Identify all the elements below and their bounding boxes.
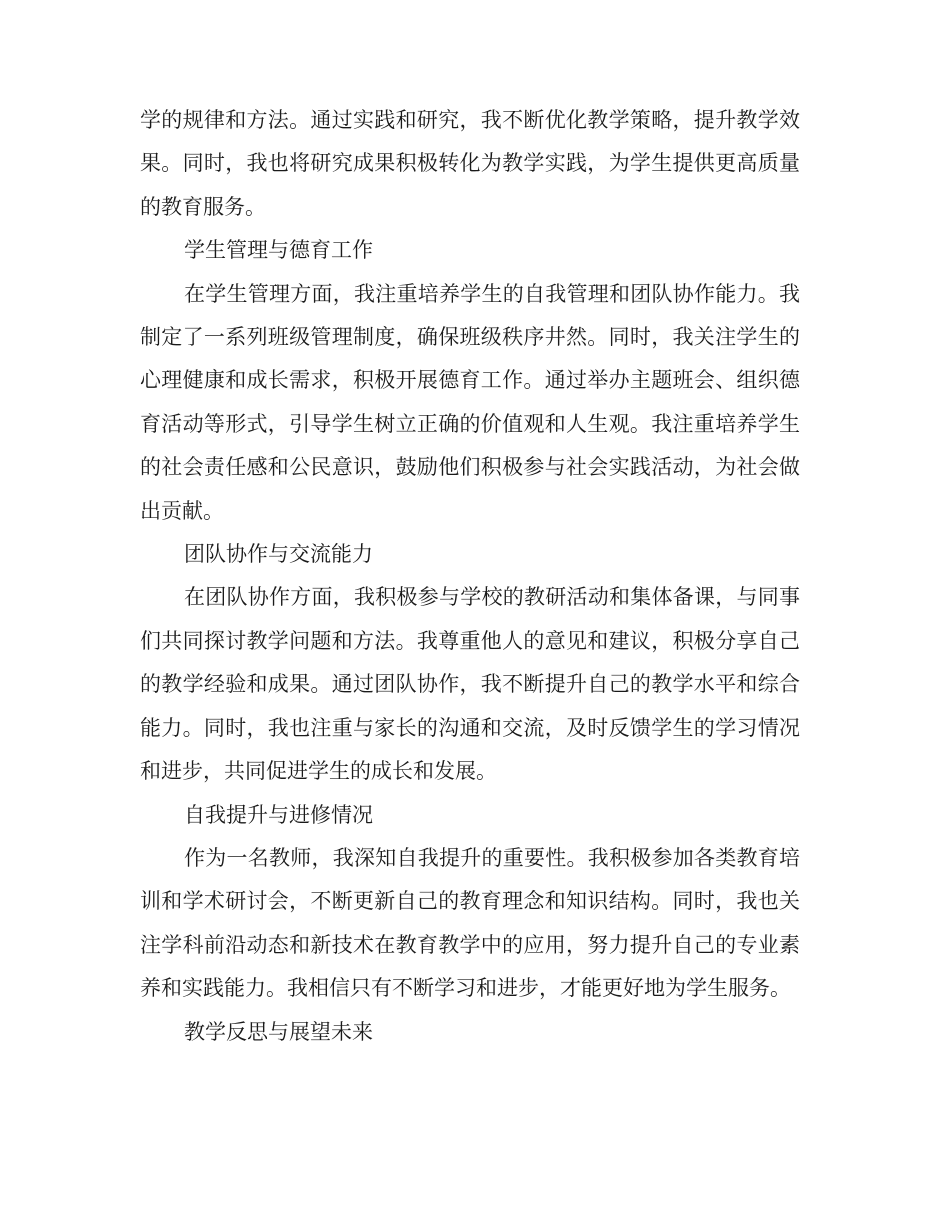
- section-heading-self-improvement: 自我提升与进修情况: [184, 802, 373, 827]
- paragraph-continued: 学的规律和方法。通过实践和研究，我不断优化教学策略，提升教学效果。同时，我也将研究成果积极转化为教学实践，为学生提供更高质量的教育服务。: [140, 108, 800, 219]
- document-body: [140, 99, 800, 1054]
- section-heading-teamwork: 团队协作与交流能力: [184, 542, 373, 567]
- section-heading-student-management: 学生管理与德育工作: [184, 238, 373, 263]
- paragraph-self-improvement: 作为一名教师，我深知自我提升的重要性。我积极参加各类教育培训和学术研讨会，不断更新自己的教育理念和知识结构。同时，我也关注学科前沿动态和新技术在教育教学中的应用，努力提升自己的专业素养和实践能力。我相信只有不断学习和进步，才能更好地为学生服务。: [140, 845, 800, 1001]
- section-heading-reflection: 教学反思与展望未来: [184, 1019, 373, 1044]
- paragraph-student-management: 在学生管理方面，我注重培养学生的自我管理和团队协作能力。我制定了一系列班级管理制度，确保班级秩序井然。同时，我关注学生的心理健康和成长需求，积极开展德育工作。通过举办主题班会、组织德育活动等形式，引导学生树立正确的价值观和人生观。我注重培养学生的社会责任感和公民意识，鼓励他们积极参与社会实践活动，为社会做出贡献。: [140, 281, 800, 523]
- paragraph-teamwork: 在团队协作方面，我积极参与学校的教研活动和集体备课，与同事们共同探讨教学问题和方法。我尊重他人的意见和建议，积极分享自己的教学经验和成果。通过团队协作，我不断提升自己的教学水平和综合能力。同时，我也注重与家长的沟通和交流，及时反馈学生的学习情况和进步，共同促进学生的成长和发展。: [140, 585, 800, 784]
